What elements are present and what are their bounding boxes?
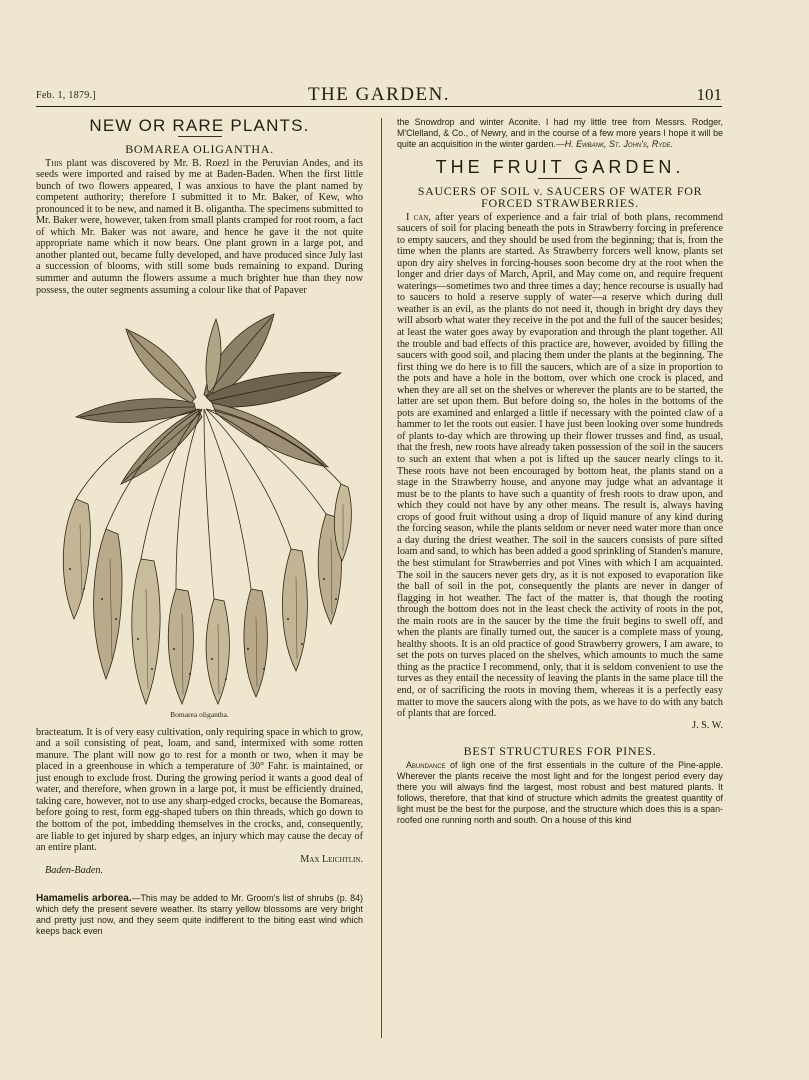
author-signature: Max Leichtlin. <box>300 853 363 865</box>
article-paragraph: I can, after years of experience and a fair trial of both plans, recommend saucers of soil for placing beneath the pots in Strawberry forcing in preference to empty saucers, and they should be used from the beginning; that is, from the time when the plants are started. As Strawberry forcers well know, plants set upon dry airy shelves in forcing-houses soon become dry at the root when the longer and drier days of March, April, and May come on, and require frequent waterings—sometimes two and three times a day; hence recourse is usually had to saucers to hold a reserve supply of water—a reserve which during dull weather is an evil, as the plants do not need it, though in bright dry days they will absorb what water they receive in the pot and the full of the saucer besides; at least the water goes away by evaporation and through the plant together. All the trouble and bad effects of this practice are, however, avoided by filling the saucers with good soil, and placing them under the plants at the beginning. The first thing we do here is to fill the saucers, which are of a size in proportion to the pots and have a hole in the bottom, over which one crock is placed, and when they are all set on the shelves or wherever the plants are to be started, the latter are set upon them. But before doing so, the holes in the bottoms of the pots are examined and enlarged a little if necessary with the pointed claw of a hammer to let the roots out easier. I have just been looking over some hundreds of plants to-day which are throwing up their flower trusses and find, as usual, that the fresh, new roots have already taken possession of the soil in the saucers to such an extent that when a pot is lifted up the saucer nearly clings to it. These roots have not been encouraged by bottom heat, the plants stand on a stage in the Strawberry house, and anyone may judge what an advantage it must be to the plants to have such a quantity of fresh roots to draw upon, and which they could not have by any other means. The result is, always having crops of good fruit without using a drop of liquid manure of any kind during the forcing season, while the plants seldom or never need water more than once a day during the driest weather. The soil in the saucers consists of pure sifted loam and sand, to which has been added a good sprinkling of Standen's manure, the best stimulant for Strawberries and pot Vines with which I am acquainted. The soil in the saucers never gets dry, as it is not exposed to evaporation like the ball of soil in the pot, consequently the plants are never in danger of flagging in hot weather. The fact of the matter is, that though the rooting through the bottom does not in the least check the activity of roots in the pot, the main roots are in the saucer by the time the fruit begins to swell off, and when the plants are finally turned out, the saucer is a complete mass of young, healthy shoots. It is an old practice of good Strawberry growers, I am aware, to set the pots on turves placed on the shelves, which amounts to much the same thing as the practice I recommend, only, that it is seldom convenient to use the turves as they entail the necessity of leaving the plants in the same place till the end, or of sacrificing the roots in moving them, whereas it is a perfectly easy matter to move the saucers along with the pots, as we have to do with any batch of plants that are forced. <box>397 211 723 720</box>
note-lead: Hamamelis arborea. <box>36 892 132 904</box>
signature-block <box>36 854 363 866</box>
signature-place: Baden-Baden. <box>45 865 103 877</box>
bomarea-engraving-svg <box>36 299 363 711</box>
author-signature: J. S. W. <box>692 719 723 731</box>
title-rule <box>538 178 582 179</box>
column-divider <box>381 118 382 1038</box>
section-title-fruit-garden: THE FRUIT GARDEN. <box>435 157 685 177</box>
continuation-paragraph: the Snowdrop and winter Aconite. I had my little tree from Messrs. Rodger, M'Clelland, & Co., of Newry, and in the course of a few more years I hope it will be quite an acquisition in the winter garden.—H. Ewbank, St. John's, Ryde. <box>397 117 723 149</box>
note-text: —This may be added to Mr. Groom's list of shrubs (p. 84) which defy the present severe weather. Its starry yellow blossoms are very bright and pretty just now, and they seem quite indifferent to the biting east wind which keeps back even <box>36 892 363 936</box>
issue-date: Feb. 1, 1879.] <box>36 90 97 101</box>
article-paragraph: Abundance of ligh one of the first essentials in the culture of the Pine-apple. Wherever the plants receive the most light and for the longest period every day there you will always find the largest, most robust and best matured plants. It follows, therefore, that that kind of structure which admits the greatest quantity of light must be the best for the purpose, and the structure which does this is a span-roofed one running north and south. On a house of this kind <box>397 760 723 826</box>
hamamelis-note <box>36 893 363 937</box>
section-title-new-rare-plants: NEW OR RARE PLANTS. <box>89 116 310 135</box>
running-header <box>36 84 722 106</box>
article-title-pines: BEST STRUCTURES FOR PINES. <box>463 744 657 759</box>
left-column <box>36 118 363 937</box>
figure-caption: Bomarea oligantha. <box>170 710 229 720</box>
article-paragraph: bracteatum. It is of very easy cultivation, only requiring space in which to grow, and a soil consisting of peat, loam, and sand, intermixed with some rotten manure. The plant will now go to rest for a month or two, when it may be placed in a greenhouse in which a temperature of 30° Fahr. is maintained, or just enough to exclude frost. During the growing period it wants a good deal of water, and therefore, when grown in a large pot, it must be efficiently drained, taking care, however, not to use any sharp-edged crocks, because the Bomareas, before going to rest, form egg-shaped tubers on thin threads, which go down to the bottom of the pot, imbedding themselves in the crocks, and, consequently, are liable to get injured by sharp edges, an injury which may cause the decay of an entire plant. <box>36 726 363 854</box>
title-rule <box>178 136 222 137</box>
publication-title: THE GARDEN. <box>307 84 451 105</box>
article-title-bomarea: BOMAREA OLIGANTHA. <box>125 141 274 156</box>
header-rule <box>36 106 722 107</box>
right-column <box>397 117 723 826</box>
bomarea-illustration <box>36 299 363 711</box>
article-title-saucers: SAUCERS OF SOIL v. SAUCERS OF WATER FOR FORCED STRAWBERRIES. <box>417 183 703 210</box>
article-paragraph: This plant was discovered by Mr. B. Roezl in the Peruvian Andes, and its seeds were imported and raised by me at Baden-Baden. When the first little bunch of two flowers appeared, I was anxious to have the plant named by competent authority; therefore I submitted it to Mr. Baker, of Kew, who pronounced it to be new, and named it B. oligantha. The specimens submitted to Mr. Baker were, however, taken from small plants cramped for root room, a fact of which Mr. Baker was not aware, and hence he gave it the not quite appropriate name which it now bears. One plant grown in a large pot, and another planted out, became fully developed, and have produced since July last a succession of blooms, with still some buds remaining to expand. During summer and autumn the flowers assume a much brighter hue than they now possess, the outer segments assuming a colour like that of Papaver <box>36 157 363 296</box>
page-number: 101 <box>696 85 722 104</box>
